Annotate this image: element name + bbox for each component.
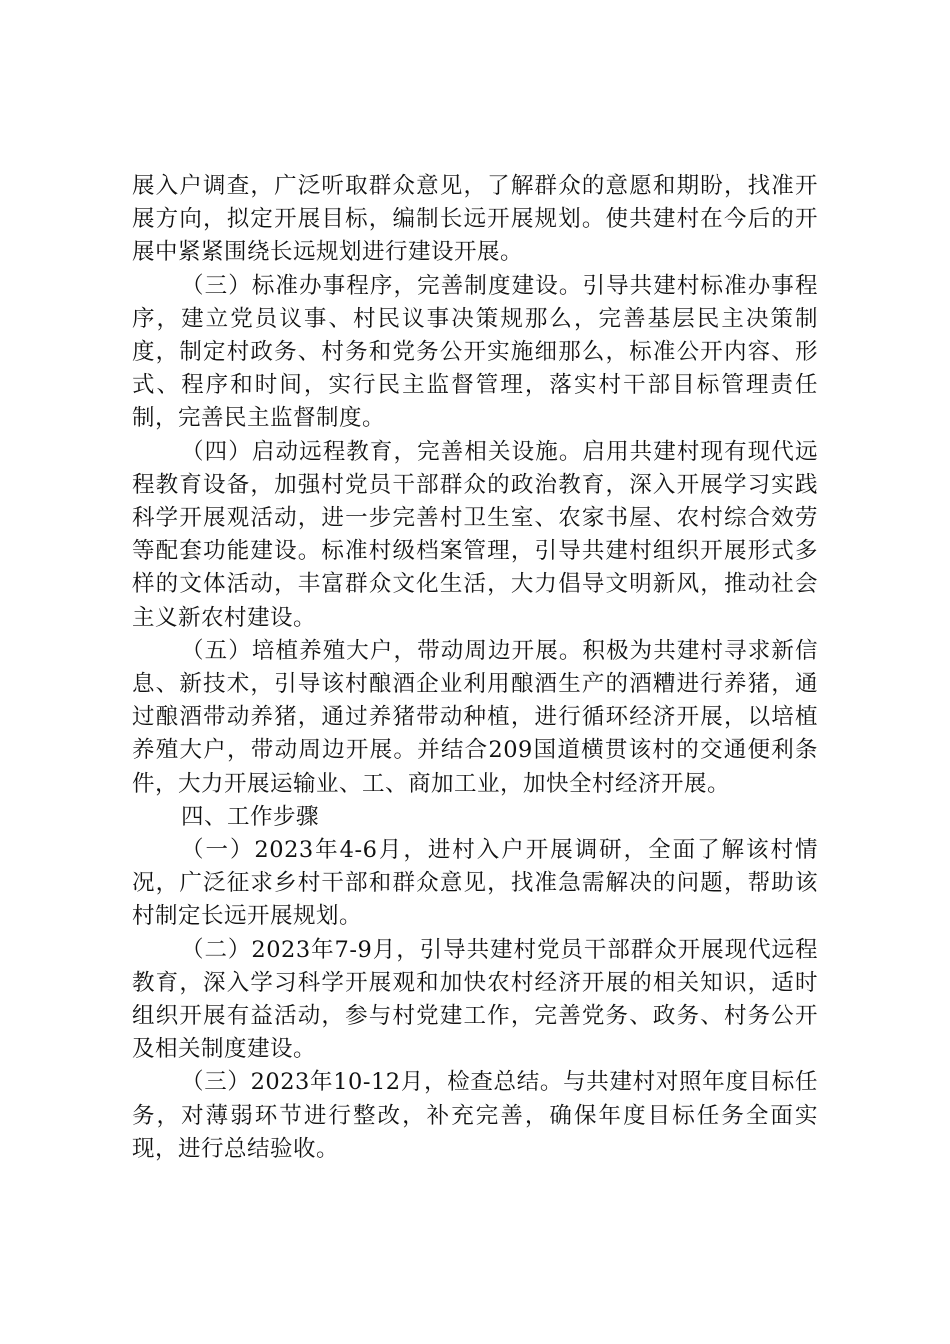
document-page [132,170,818,1166]
paragraph-remote-education: （四）启动远程教育，完善相关设施。启用共建村现有现代远程教育设备，加强村党员干部群众的政治教育，深入开展学习实践科学开展观活动，进一步完善村卫生室、农家书屋、农村综合效劳等配套功能建设。标准村级档案管理，引导共建村组织开展形式多样的文体活动，丰富群众文化生活，大力倡导文明新风，推动社会主义新农村建设。 [132,438,818,631]
paragraph-breeding: （五）培植养殖大户，带动周边开展。积极为共建村寻求新信息、新技术，引导该村酿酒企业利用酿酒生产的酒糟进行养猪，通过酿酒带动养猪，通过养猪带动种植，进行循环经济开展，以培植养殖大户，带动周边开展。并结合209国道横贯该村的交通便利条件，大力开展运输业、工、商加工业，加快全村经济开展。 [132,637,818,797]
paragraph-standard-procedures: （三）标准办事程序，完善制度建设。引导共建村标准办事程序，建立党员议事、村民议事决策规那么，完善基层民主决策制度，制定村政务、村务和党务公开实施细那么，标准公开内容、形式、程序和时间，实行民主监督管理，落实村干部目标管理责任制，完善民主监督制度。 [132,272,818,432]
paragraph-step-two: （二）2023年7-9月，引导共建村党员干部群众开展现代远程教育，深入学习科学开展观和加快农村经济开展的相关知识，适时组织开展有益活动，参与村党建工作，完善党务、政务、村务公开及相关制度建设。 [132,936,818,1063]
paragraph-step-one: （一）2023年4-6月，进村入户开展调研，全面了解该村情况，广泛征求乡村干部和群众意见，找准急需解决的问题，帮助该村制定长远开展规划。 [132,837,818,930]
paragraph-step-three: （三）2023年10-12月，检查总结。与共建村对照年度目标任务，对薄弱环节进行整改，补充完善，确保年度目标任务全面实现，进行总结验收。 [132,1069,818,1162]
section-heading-work-steps: 四、工作步骤 [181,803,320,830]
paragraph-continuation: 展入户调查，广泛听取群众意见，了解群众的意愿和期盼，找准开展方向，拟定开展目标，编制长远开展规划。使共建村在今后的开展中紧紧围绕长远规划进行建设开展。 [132,173,818,266]
